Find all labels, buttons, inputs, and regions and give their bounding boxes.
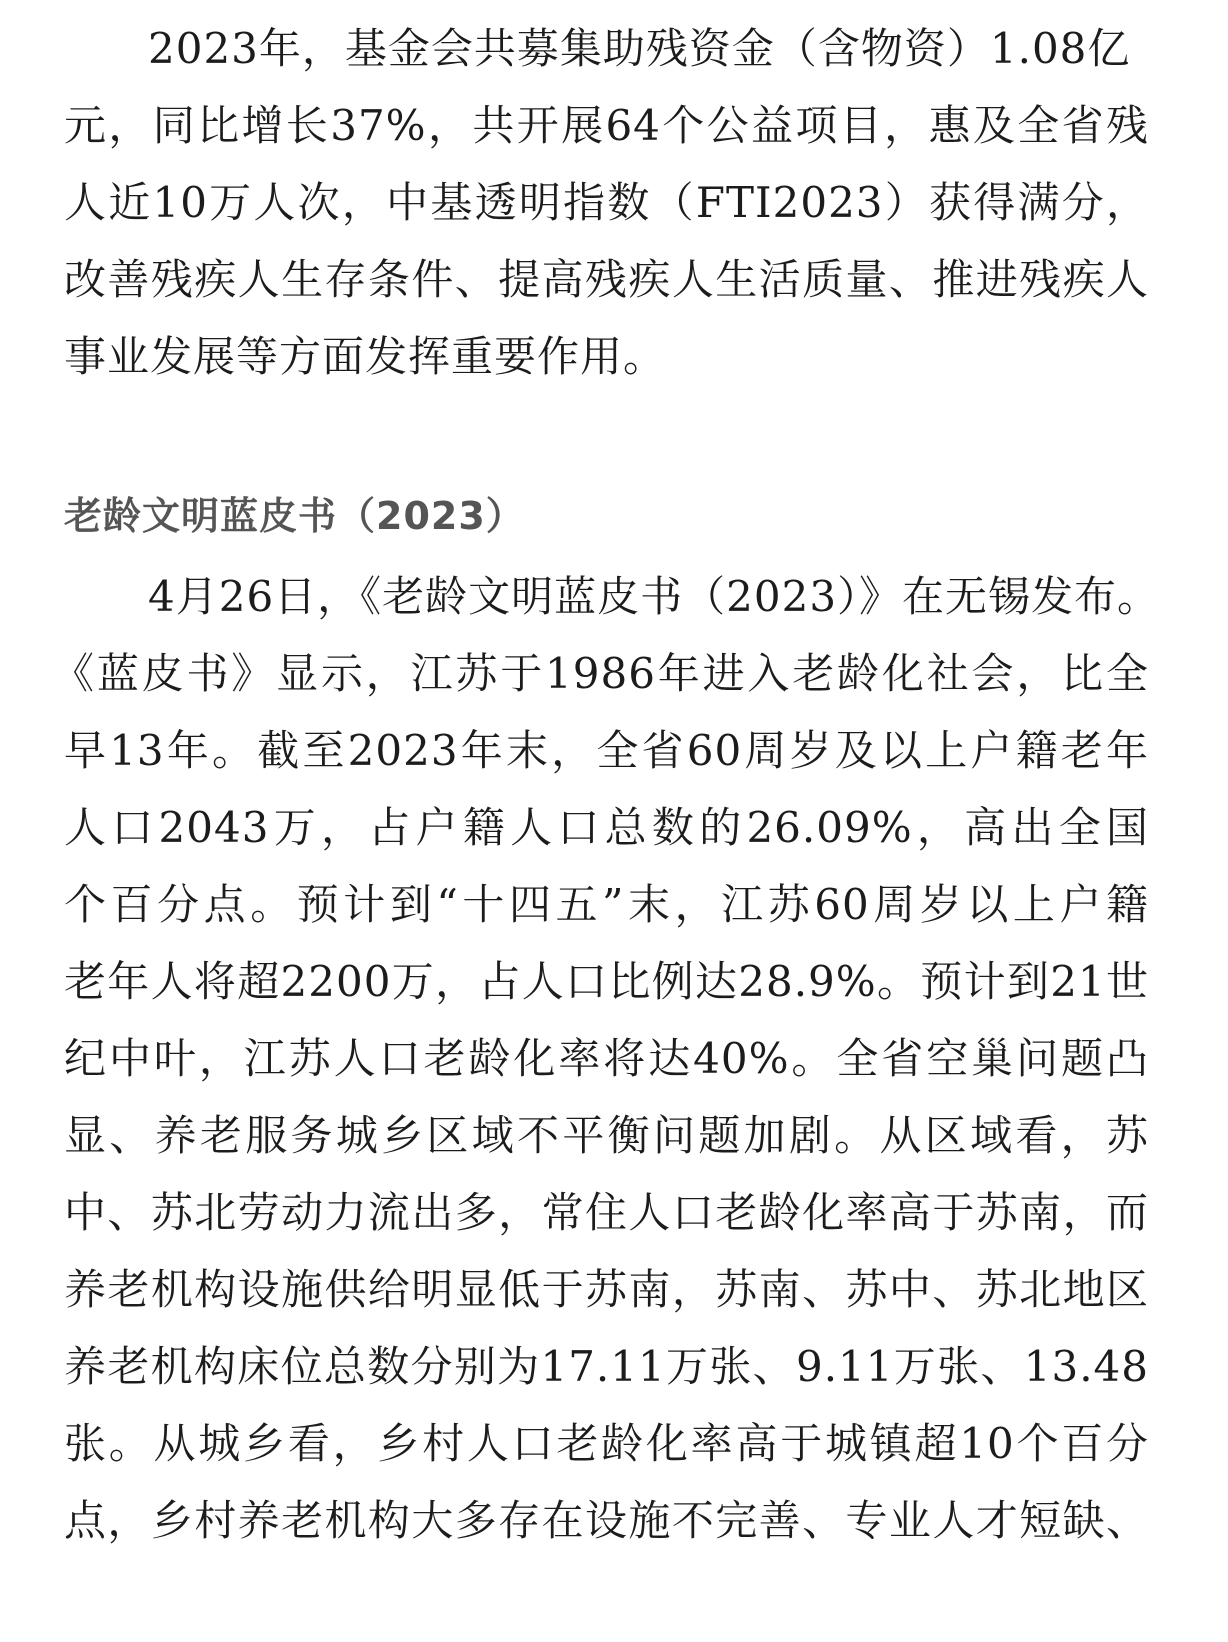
paragraph-foundation-funds: [64, 10, 1149, 395]
text-line: 养老机构设施供给明显低于苏南，苏南、苏中、苏北地区: [64, 1265, 1149, 1314]
text-line: 人口2043万，占户籍人口总数的26.09%，高出全国: [64, 803, 1149, 852]
text-line: 纪中叶，江苏人口老龄化率将达40%。全省空巢问题凸: [64, 1034, 1149, 1083]
text-line: 4月26日，《老龄文明蓝皮书（2023）》在无锡发布。: [148, 572, 1161, 621]
text-line: 改善残疾人生存条件、提高残疾人生活质量、推进残疾人: [64, 255, 1149, 304]
text-line: 元，同比增长37%，共开展64个公益项目，惠及全省残: [64, 101, 1149, 150]
text-line: 老年人将超2200万，占人口比例达28.9%。预计到21世: [64, 957, 1149, 1006]
text-line: 点，乡村养老机构大多存在设施不完善、专业人才短缺、: [64, 1496, 1149, 1545]
text-line: 中、苏北劳动力流出多，常住人口老龄化率高于苏南，而: [64, 1188, 1149, 1237]
text-line: 《蓝皮书》显示，江苏于1986年进入老龄化社会，比全: [52, 649, 1149, 698]
text-line: 养老机构床位总数分别为17.11万张、9.11万张、13.48: [64, 1342, 1149, 1391]
paragraph-aging-bluebook: [52, 558, 1161, 1559]
text-line: 早13年。截至2023年末，全省60周岁及以上户籍老年: [64, 726, 1149, 775]
text-line: 事业发展等方面发挥重要作用。: [64, 332, 667, 381]
text-line: 个百分点。预计到“十四五”末，江苏60周岁以上户籍: [64, 880, 1149, 929]
text-line: 人近10万人次，中基透明指数（FTI2023）获得满分，: [64, 178, 1149, 227]
document-page: [52, 0, 1161, 1642]
text-line: 显、养老服务城乡区域不平衡问题加剧。从区域看，苏: [64, 1111, 1149, 1160]
section-heading: 老龄文明蓝皮书（2023）: [64, 494, 525, 538]
text-line: 张。从城乡看，乡村人口老龄化率高于城镇超10个百分: [64, 1419, 1149, 1468]
text-line: 2023年，基金会共募集助残资金（含物资）1.08亿: [148, 24, 1131, 73]
